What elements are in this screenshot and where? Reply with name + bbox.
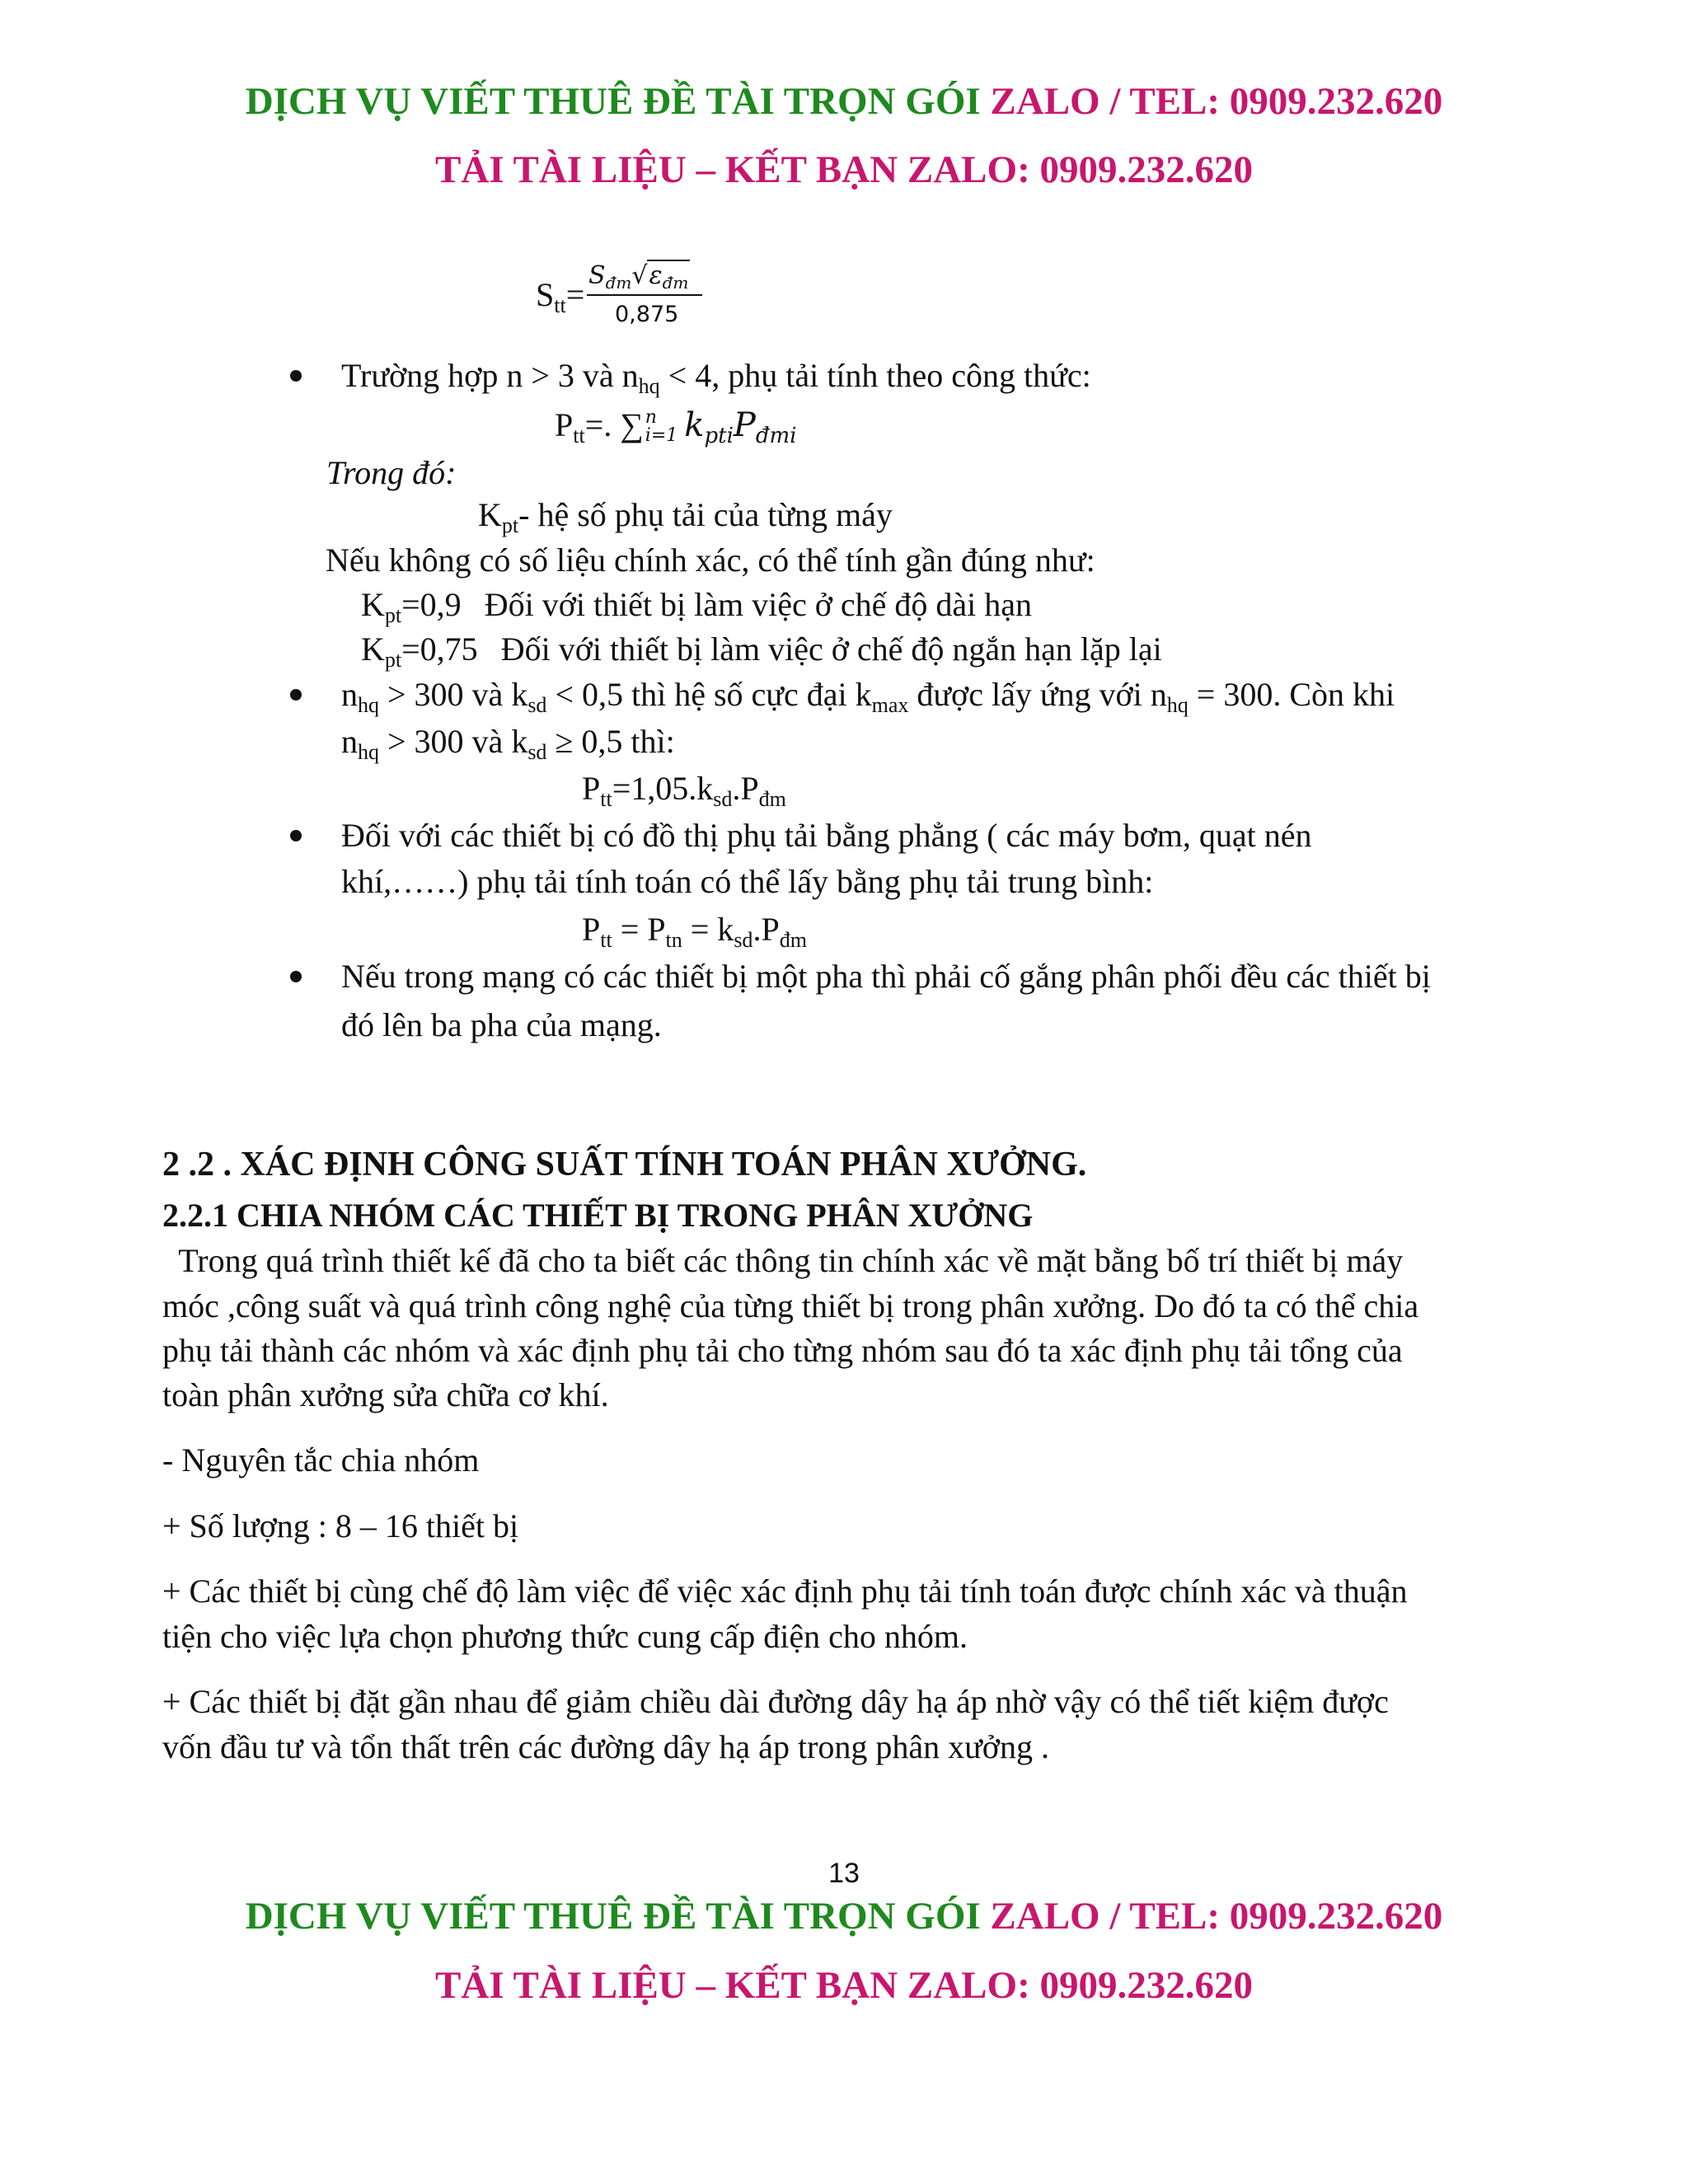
approximation-note: Nếu không có số liệu chính xác, có thể tính gần đúng như: (326, 541, 1095, 579)
page-number: 13 (828, 1858, 860, 1889)
footer-banner-line2: TẢI TÀI LIỆU – KẾT BẠN ZALO: 0909.232.620 (435, 1964, 1253, 2007)
paragraph-line: Trong quá trình thiết kế đã cho ta biết các thông tin chính xác về mặt bằng bố trí thiết bị máy (162, 1242, 1404, 1279)
kpt-long-term: $K_{pt}=0,9$ Đối với thiết bị làm việc ở chế độ dài hạn (361, 586, 1033, 627)
bullet4-line1: Nếu trong mạng có các thiết bị một pha thì phải cố gắng phân phối đều các thiết bị (341, 958, 1431, 995)
header-banner-line1 (0, 82, 1688, 121)
bullet-marker (290, 689, 302, 701)
formula-stt-eq: = (565, 276, 585, 313)
footer-contact-text: ZALO / TEL: 0909.232.620 (990, 1895, 1443, 1938)
bullet1-text: Trường hợp n > 3 và $n_{hq} < 4$, phụ tải tính theo công thức: (341, 357, 1091, 398)
section-heading: 2 .2 . XÁC ĐỊNH CÔNG SUẤT TÍNH TOÁN PHÂN XƯỞNG. (162, 1146, 1087, 1183)
header-service-text: DỊCH VỤ VIẾT THUÊ ĐỀ TÀI TRỌN GÓI (245, 80, 991, 123)
paragraph-line: móc ,công suất và quá trình công nghệ của từng thiết bị trong phân xưởng. Do đó ta có thể chia (162, 1287, 1419, 1324)
formula-stt-numerator: $S_{đm}√\varepsilon_{đm}$ (588, 261, 689, 293)
grouping-rules-title: - Nguyên tắc chia nhóm (162, 1441, 480, 1479)
subsection-heading: 2.2.1 CHIA NHÓM CÁC THIẾT BỊ TRONG PHÂN XƯỞNG (162, 1197, 1034, 1234)
paragraph-line: phụ tải thành các nhóm và xác định phụ tải cho từng nhóm sau đó ta xác định phụ tải tổng của (162, 1332, 1403, 1369)
bullet-marker (290, 830, 302, 841)
footer-service-text: DỊCH VỤ VIẾT THUÊ ĐỀ TÀI TRỌN GÓI (245, 1895, 991, 1938)
paragraph-line: toàn phân xưởng sửa chữa cơ khí. (162, 1376, 609, 1413)
header-contact-text: ZALO / TEL: 0909.232.620 (990, 80, 1443, 123)
bullet-marker (290, 971, 302, 982)
bullet3-line1: Đối với các thiết bị có đồ thị phụ tải bằng phẳng ( các máy bơm, quạt nén (341, 817, 1312, 854)
kpt-definition: $K_{pt}-$ hệ số phụ tải của từng máy (478, 496, 893, 537)
rule-quantity: + Số lượng : 8 – 16 thiết bị (162, 1507, 519, 1544)
bullet3-line2: khí,……) phụ tải tính toán có thể lấy bằng phụ tải trung bình: (341, 863, 1154, 900)
bullet2-line1: $n_{hq} > 300$ và $k_{sd} < 0,5$ thì hệ số cực đại $k_{max}$ được lấy ứng với $n_{hq} = 300$. Còn khi (341, 676, 1395, 717)
rule-proximity-line1: + Các thiết bị đặt gần nhau để giảm chiều dài đường dây hạ áp nhờ vậy có thể tiết kiệm được (162, 1683, 1389, 1720)
formula-stt-fraction-bar (587, 294, 702, 296)
rule-same-mode-line1: + Các thiết bị cùng chế độ làm việc để việc xác định phụ tải tính toán được chính xác và thuận (162, 1572, 1408, 1610)
bullet2-line2: $n_{hq} > 300$ và $k_{sd} \ge 0,5$ thì: (341, 723, 675, 764)
formula-stt-lhs-sub: tt (554, 293, 566, 317)
formula-ptt-sum: $P_{tt}=$. ∑ n i=1 $k_{pti}P_{đmi}$ (555, 406, 797, 448)
trong-do-label: Trong đó: (326, 454, 457, 491)
formula-stt-lhs: S (536, 276, 555, 313)
formula-ptt-ksd: $P_{tt}=1,05.k_{sd}.P_{đm}$ (582, 770, 786, 811)
rule-same-mode-line2: tiện cho việc lựa chọn phương thức cung cấp điện cho nhóm. (162, 1618, 968, 1655)
rule-proximity-line2: vốn đầu tư và tổn thất trên các đường dây hạ áp trong phân xưởng . (162, 1728, 1049, 1765)
bullet4-line2: đó lên ba pha của mạng. (341, 1006, 662, 1043)
formula-stt-denominator: 0,875 (615, 302, 679, 327)
kpt-short-term: $K_{pt}=0,75$ Đối với thiết bị làm việc ở chế độ ngắn hạn lặp lại (361, 630, 1162, 672)
header-banner-line2: TẢI TÀI LIỆU – KẾT BẠN ZALO: 0909.232.620 (435, 148, 1253, 191)
footer-banner-line1 (0, 1897, 1688, 1936)
formula-ptt-ptn: $P_{tt} = P_{tn} = k_{sd}.P_{đm}$ (582, 911, 807, 952)
bullet-marker (290, 370, 302, 382)
